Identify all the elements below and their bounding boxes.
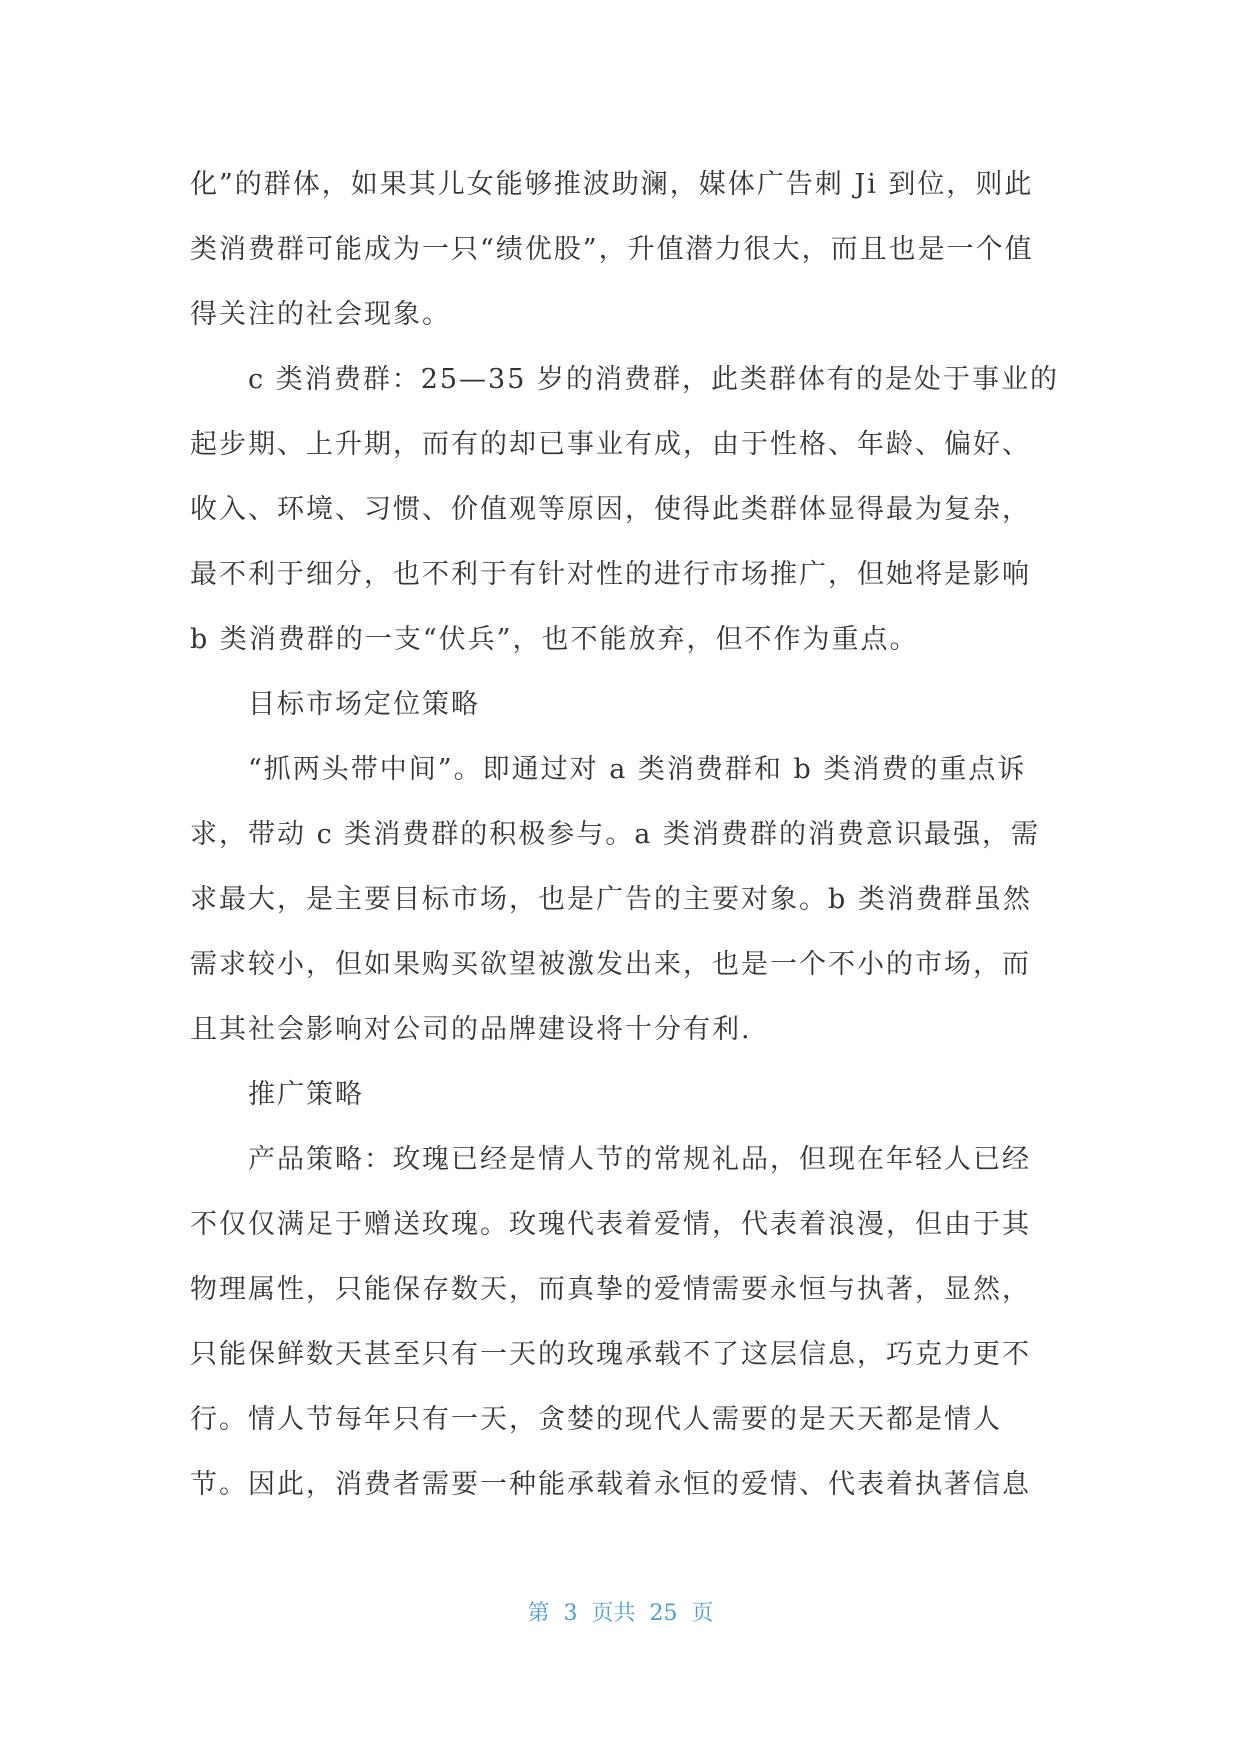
section-heading: 目标市场定位策略 — [248, 689, 480, 720]
text-line: 得关注的社会现象。 — [190, 299, 451, 330]
paragraph-start-line: “抓两头带中间”。即通过对 a 类消费群和 b 类消费的重点诉 — [248, 754, 1027, 785]
footer-prefix: 第 — [527, 1601, 550, 1626]
text-line: 求最大，是主要目标市场，也是广告的主要对象。b 类消费群虽然 — [190, 884, 1032, 915]
text-line: 且其社会影响对公司的品牌建设将十分有利. — [190, 1014, 752, 1045]
section-heading: 推广策略 — [248, 1079, 364, 1110]
text-line: 只能保鲜数天甚至只有一天的玫瑰承载不了这层信息，巧克力更不 — [190, 1339, 1031, 1370]
page-footer — [0, 1596, 1241, 1627]
text-line: 起步期、上升期，而有的却已事业有成，由于性格、年龄、偏好、 — [190, 429, 1031, 460]
text-line: 收入、环境、习惯、价值观等原因，使得此类群体显得最为复杂， — [190, 494, 1031, 525]
text-line: 行。情人节每年只有一天，贪婪的现代人需要的是天天都是情人 — [190, 1404, 1002, 1435]
text-line: 需求较小，但如果购买欲望被激发出来，也是一个不小的市场，而 — [190, 949, 1031, 980]
current-page-number: 3 — [563, 1601, 578, 1626]
document-body — [190, 152, 1059, 1517]
total-pages-number: 25 — [649, 1601, 678, 1626]
text-line: 化”的群体，如果其儿女能够推波助澜，媒体广告刺 Ji 到位，则此 — [190, 169, 1034, 200]
text-line: 类消费群可能成为一只“绩优股”，升值潜力很大，而且也是一个值 — [190, 234, 1034, 265]
footer-middle: 页共 — [591, 1601, 636, 1626]
text-line: 求，带动 c 类消费群的积极参与。a 类消费群的消费意识最强，需 — [190, 819, 1040, 850]
text-line: 物理属性，只能保存数天，而真挚的爱情需要永恒与执著，显然， — [190, 1274, 1031, 1305]
text-line: b 类消费群的一支“伏兵”，也不能放弃，但不作为重点。 — [190, 624, 919, 655]
paragraph-start-line: 产品策略：玫瑰已经是情人节的常规礼品，但现在年轻人已经 — [248, 1144, 1031, 1175]
paragraph-start-line: c 类消费群：25—35 岁的消费群，此类群体有的是处于事业的 — [248, 364, 1059, 395]
text-line: 最不利于细分，也不利于有针对性的进行市场推广，但她将是影响 — [190, 559, 1031, 590]
footer-suffix: 页 — [691, 1601, 714, 1626]
text-line: 不仅仅满足于赠送玫瑰。玫瑰代表着爱情，代表着浪漫，但由于其 — [190, 1209, 1031, 1240]
text-line: 节。因此，消费者需要一种能承载着永恒的爱情、代表着执著信息 — [190, 1469, 1031, 1500]
